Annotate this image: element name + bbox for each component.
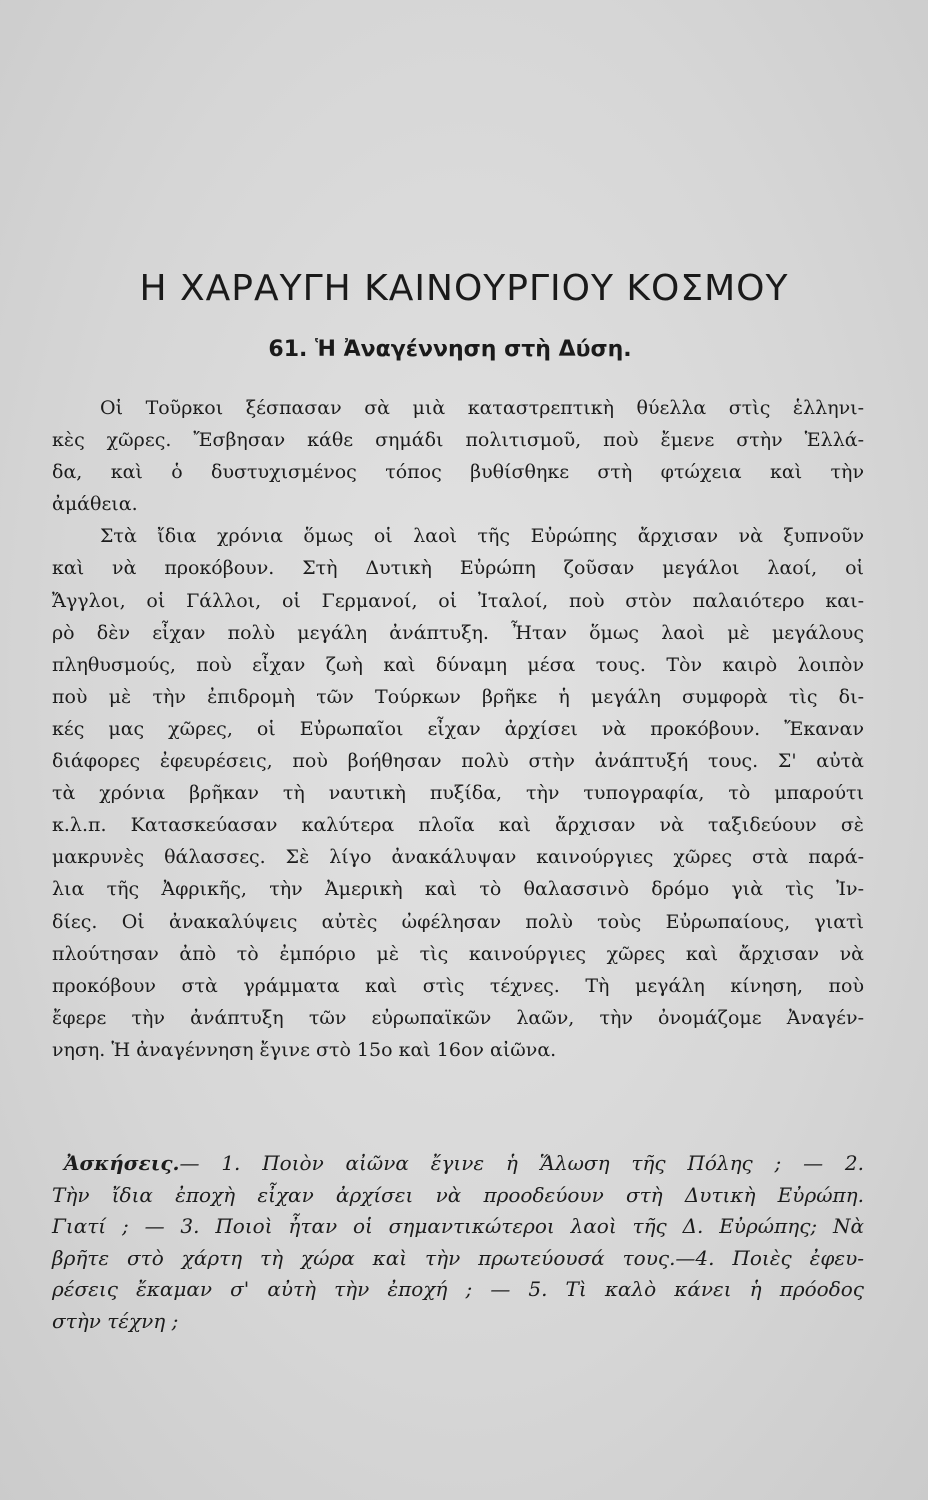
section-title: Ἡ Ἀναγέννηση στὴ Δύση. [315,337,632,362]
text-line: καὶ νὰ προκόβουν. Στὴ Δυτικὴ Εὐρώπη ζοῦσαν μεγάλοι λαοί, οἱ [52,557,864,580]
exercise-line: ρέσεις ἔκαμαν σ' αὐτὴ τὴν ἐποχή ; — 5. Τὶ καλὸ κάνει ἡ πρόοδος [52,1277,864,1302]
body-text [52,392,864,1066]
text-line: πληθυσμούς, ποὺ εἶχαν ζωὴ καὶ δύναμη μέσα τους. Τὸν καιρὸ λοιπὸν [52,653,864,676]
section-number: 61. [268,337,308,362]
text-line: τὰ χρόνια βρῆκαν τὴ ναυτικὴ πυξίδα, τὴν τυπογραφία, τὸ μπαρούτι [52,782,864,805]
text-line: Ἄγγλοι, οἱ Γάλλοι, οἱ Γερμανοί, οἱ Ἰταλοί, ποὺ στὸν παλαιότερο και- [52,589,864,612]
exercise-line: στὴν τέχνη ; [52,1308,179,1333]
text-line: Στὰ ἴδια χρόνια ὅμως οἱ λαοὶ τῆς Εὐρώπης ἄρχισαν νὰ ξυπνοῦν [100,525,864,548]
text-line: Οἱ Τοῦρκοι ξέσπασαν σὰ μιὰ καταστρεπτικὴ θύελλα στὶς ἑλληνι- [100,397,864,419]
text-line: ἔφερε τὴν ἀνάπτυξη τῶν εὐρωπαϊκῶν λαῶν, τὴν ὀνομάζομε Ἀναγέν- [52,1006,864,1029]
text-line: ρὸ δὲν εἶχαν πολὺ μεγάλη ἀνάπτυξη. Ἦταν ὅμως λαοὶ μὲ μεγάλους [52,621,864,644]
text-line: προκόβουν στὰ γράμματα καὶ στὶς τέχνες. Τὴ μεγάλη κίνηση, ποὺ [52,974,864,997]
chapter-title: Η ΧΑΡΑΥΓΗ ΚΑΙΝΟΥΡΓΙΟΥ ΚΟΣΜΟΥ [139,268,789,309]
text-line: λια τῆς Ἀφρικῆς, τὴν Ἀμερικὴ καὶ τὸ θαλασσινὸ δρόμο γιὰ τὶς Ἰν- [52,878,864,901]
text-line: ποὺ μὲ τὴν ἐπιδρομὴ τῶν Τούρκων βρῆκε ἡ μεγάλη συμφορὰ τὶς δι- [52,685,864,708]
text-line: μακρυνὲς θάλασσες. Σὲ λίγο ἀνακάλυψαν καινούργιες χῶρες στὰ παρά- [52,846,864,869]
text-line: κ.λ.π. Κατασκεύασαν καλύτερα πλοῖα καὶ ἄρχισαν νὰ ταξιδεύουν σὲ [52,814,864,837]
section-heading [0,337,900,362]
text-line: κές μας χῶρες, οἱ Εὐρωπαῖοι εἶχαν ἀρχίσει νὰ προκόβουν. Ἔκαναν [52,717,864,740]
text-line: πλούτησαν ἀπὸ τὸ ἐμπόριο μὲ τὶς καινούργιες χῶρες καὶ ἄρχισαν νὰ [52,942,864,965]
exercise-line: Γιατί ; — 3. Ποιοὶ ἦταν οἱ σημαντικώτεροι λαοὶ τῆς Δ. Εὐρώπης; Νὰ [52,1214,864,1239]
exercise-line: βρῆτε στὸ χάρτη τὴ χώρα καὶ τὴν πρωτεύουσά τους.—4. Ποιὲς ἐφευ- [52,1245,864,1270]
text-line: διάφορες ἐφευρέσεις, ποὺ βοήθησαν πολὺ στὴν ἀνάπτυξή τους. Σ' αὐτὰ [52,750,864,773]
exercises-label: Ἀσκήσεις. [64,1151,180,1175]
exercise-text: — 1. Ποιὸν αἰῶνα ἔγινε ἡ Ἅλωση τῆς Πόλης ; — 2. [179,1151,864,1175]
exercise-line: Τὴν ἴδια ἐποχὴ εἶχαν ἀρχίσει νὰ προοδεύουν στὴ Δυτικὴ Εὐρώπη. [52,1182,864,1207]
text-line: κὲς χῶρες. Ἔσβησαν κάθε σημάδι πολιτισμοῦ, ποὺ ἔμενε στὴν Ἑλλά- [52,429,864,452]
text-line: ἀμάθεια. [52,493,138,516]
text-line: δα, καὶ ὁ δυστυχισμένος τόπος βυθίσθηκε στὴ φτώχεια καὶ τὴν [52,461,864,484]
exercise-line [52,1148,864,1180]
text-line: δίες. Οἱ ἀνακαλύψεις αὐτὲς ὠφέλησαν πολὺ τοὺς Εὐρωπαίους, γιατὶ [52,910,864,933]
exercises [52,1148,864,1338]
text-line: νηση. Ἡ ἀναγέννηση ἔγινε στὸ 15ο καὶ 16ον αἰῶνα. [52,1038,557,1061]
